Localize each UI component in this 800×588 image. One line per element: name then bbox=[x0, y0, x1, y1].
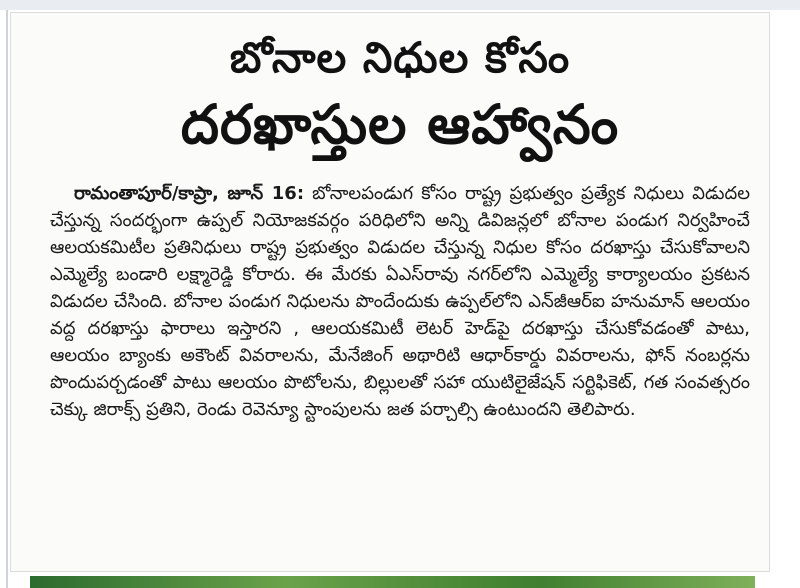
top-strip bbox=[0, 0, 800, 10]
article-paragraph: బోనాలపండుగ కోసం రాష్ట్ర ప్రభుత్వం ప్రత్యేక నిధులు విడుదల చేస్తున్న సందర్భంగా ఉప్పల్ నియోజకవర్గం పరిధిలోని అన్ని డివిజన్లలో బోనాల పండుగ నిర్వహించే ఆలయకమిటీల ప్రతినిధులు రాష్ట్ర ప్రభుత్వం విడుదల చేస్తున్న నిధుల కోసం దరఖాస్తు చేసుకోవాలని ఎమ్మెల్యే బండారి లక్ష్మారెడ్డి కోరారు. ఈ మేరకు ఏఎస్‌రావు నగర్‌లోని ఎమ్మెల్యే కార్యాలయం ప్రకటన విడుదల చేసింది. బోనాల పండుగ నిధులను పొందేందుకు ఉప్పల్‌లోని ఎన్‌జీఆర్ఐ హనుమాన్ ఆలయం వద్ద దరఖాస్తు ఫారాలు ఇస్తారని , ఆలయకమిటీ లెటర్ హెడ్‌పై దరఖాస్తు చేసుకోవడంతో పాటు, ఆలయం బ్యాంకు అకౌంట్ వివరాలను, మేనేజింగ్ అథారిటి ఆధార్‌కార్డు వివరాలను, ఫోన్ నంబర్లను పొందుపర్చడంతో పాటు ఆలయం పొటోలను, బిల్లులతో సహా యుటిలైజేషన్ సర్టిఫికెట్, గత సంవత్సరం చెక్కు జిరాక్స్ ప్రతిని, రెండు రెవెన్యూ స్టాంపులను జత పర్చాల్సి ఉంటుందని తెలిపారు. bbox=[50, 183, 750, 420]
headline-line-2: దరఖాస్తుల ఆహ్వానం bbox=[180, 93, 620, 156]
article-body bbox=[50, 180, 750, 423]
bottom-image-strip bbox=[30, 576, 755, 588]
headline-line-1: బోనాల నిధుల కోసం bbox=[229, 33, 571, 82]
dateline: రామంతాపూర్/కాప్రా, జూన్ 16: bbox=[74, 183, 305, 204]
